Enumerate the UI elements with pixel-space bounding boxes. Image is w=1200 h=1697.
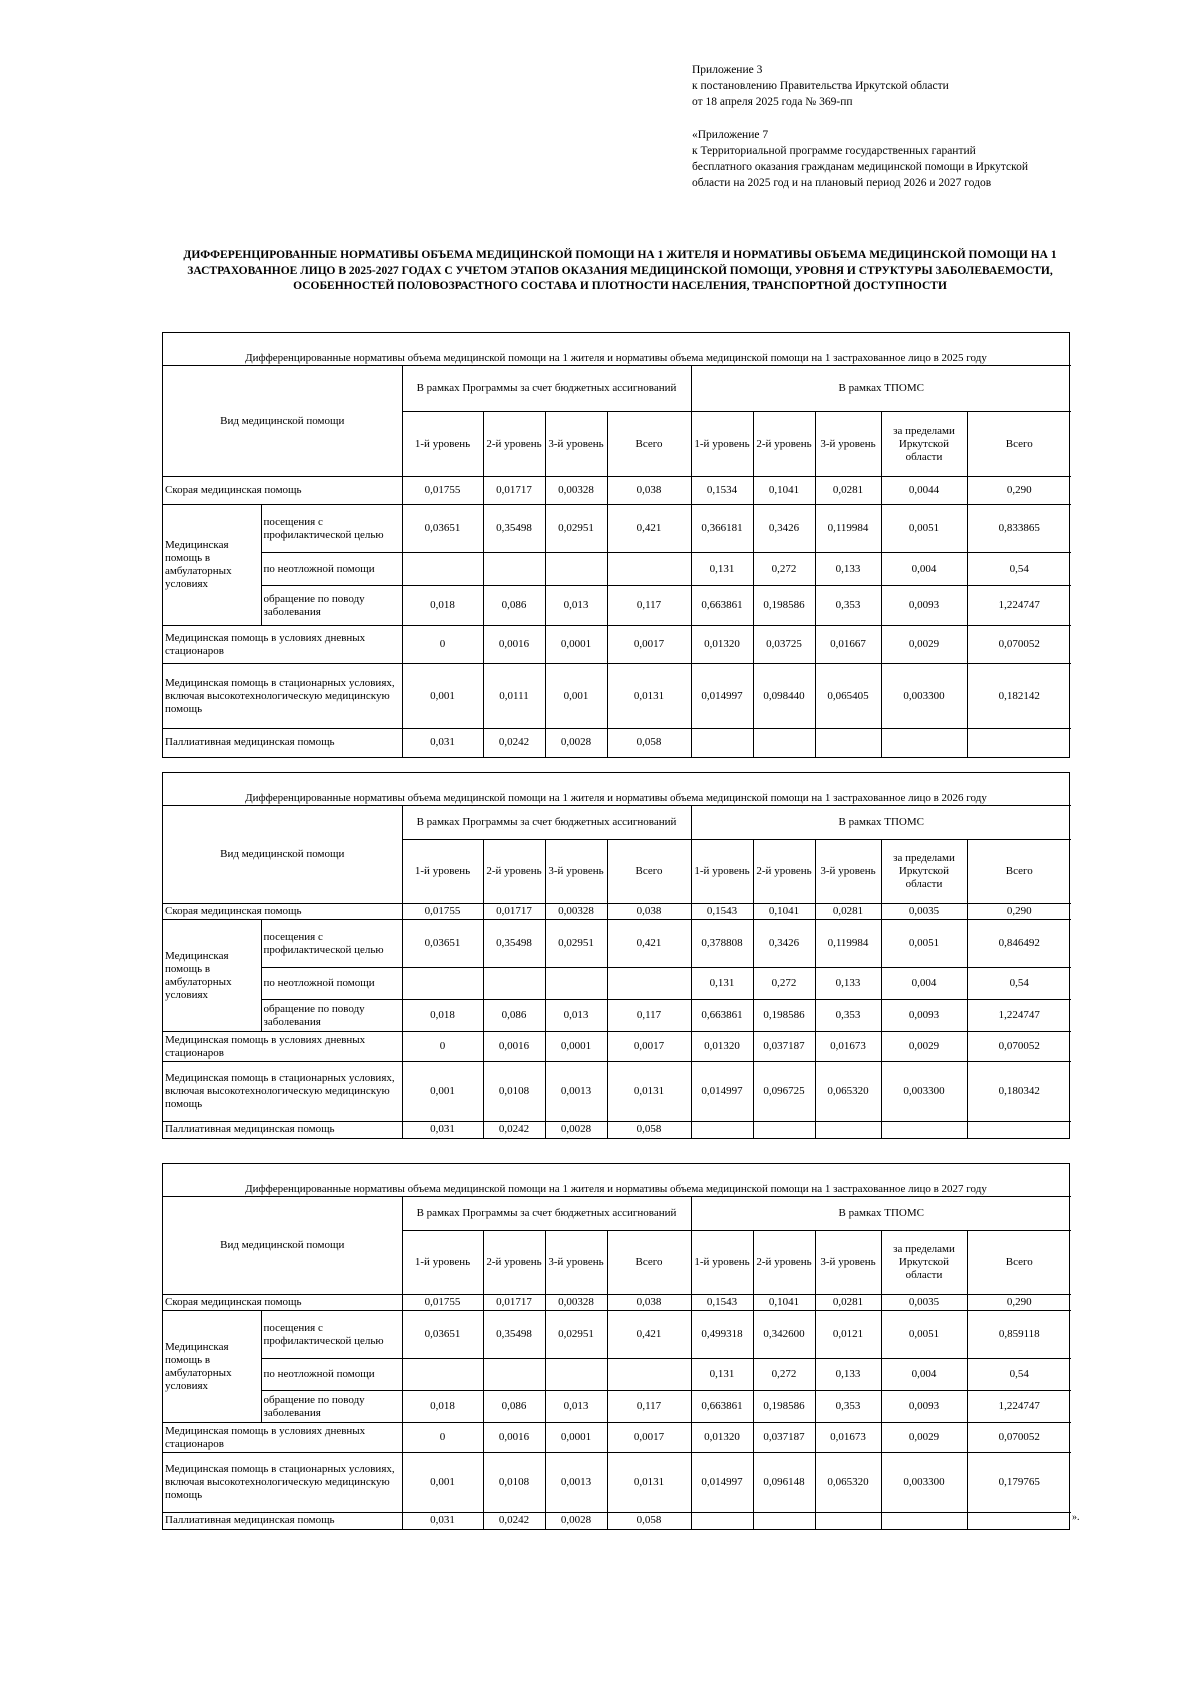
- norms-table: [163, 805, 1071, 1138]
- table-cell: [483, 553, 545, 586]
- table-cell: 0,058: [607, 729, 691, 757]
- table-cell: 0,01667: [815, 626, 881, 664]
- table-cell: 0,663861: [691, 586, 753, 626]
- table-cell: [881, 1513, 967, 1529]
- table-cell: 0,0028: [545, 1513, 607, 1529]
- norms-table: [163, 365, 1071, 757]
- table-cell: 0,01673: [815, 1032, 881, 1062]
- document-title: ДИФФЕРЕНЦИРОВАННЫЕ НОРМАТИВЫ ОБЪЕМА МЕДИЦИНСКОЙ ПОМОЩИ НА 1 ЖИТЕЛЯ И НОРМАТИВЫ ОБЪЕМА МЕДИЦИНСКОЙ ПОМОЩИ НА 1 ЗАСТРАХОВАННОЕ ЛИЦО В 2025-2027 ГОДАХ С УЧЕТОМ ЭТАПОВ ОКАЗАНИЯ МЕДИЦИНСКОЙ ПОМОЩИ, УРОВНЯ И СТРУКТУРЫ ЗАБОЛЕВАЕМОСТИ, ОСОБЕННОСТЕЙ ПОЛОВОЗРАСТНОГО СОСТАВА И ПЛОТНОСТИ НАСЕЛЕНИЯ, ТРАНСПОРТНОЙ ДОСТУПНОСТИ: [183, 249, 1057, 292]
- table-cell: 0,01755: [402, 904, 483, 920]
- table-cell: 0,003300: [881, 1062, 967, 1122]
- table-cell: 0,353: [815, 1000, 881, 1032]
- table-cell: 0,0051: [881, 920, 967, 968]
- appendix-line: «Приложение 7: [692, 129, 769, 141]
- header-total: Всего: [967, 840, 1071, 904]
- table-cell: 0,065320: [815, 1062, 881, 1122]
- table-cell: 0,01717: [483, 477, 545, 505]
- table-caption: Дифференцированные нормативы объема медицинской помощи на 1 жителя и нормативы объема медицинской помощи на 1 застрахованное лицо в 2027 году: [245, 1183, 987, 1195]
- table-cell: 0,0242: [483, 729, 545, 757]
- table-cell: 0,421: [607, 1311, 691, 1359]
- table-cell: 0,0281: [815, 904, 881, 920]
- header-level-1: 1-й уровень: [691, 840, 753, 904]
- header-level-3: 3-й уровень: [815, 840, 881, 904]
- row-label: посещения с профилактической целью: [261, 505, 402, 553]
- table-row: [163, 904, 1071, 920]
- table-cell: 0,1543: [691, 904, 753, 920]
- table-cell: [607, 968, 691, 1000]
- table-caption: Дифференцированные нормативы объема медицинской помощи на 1 жителя и нормативы объема медицинской помощи на 1 застрахованное лицо в 2025 году: [245, 352, 987, 364]
- table-cell: 0: [402, 1423, 483, 1453]
- header-level-2: 2-й уровень: [753, 1231, 815, 1295]
- table-cell: [815, 1122, 881, 1138]
- table-cell: 0,0242: [483, 1513, 545, 1529]
- table-cell: 0,070052: [967, 1423, 1071, 1453]
- table-cell: 0,018: [402, 1391, 483, 1423]
- row-label: Паллиативная медицинская помощь: [163, 729, 402, 757]
- row-group-label: Медицинская помощь в амбулаторных условиях: [163, 1311, 261, 1423]
- table-cell: 0,0035: [881, 1295, 967, 1311]
- table-cell: 0,086: [483, 1391, 545, 1423]
- table-cell: 0,0131: [607, 664, 691, 729]
- table-cell: 0,421: [607, 920, 691, 968]
- table-cell: [545, 553, 607, 586]
- table-cell: 0,0111: [483, 664, 545, 729]
- table-cell: 0,35498: [483, 1311, 545, 1359]
- row-label: Медицинская помощь в стационарных условиях, включая высокотехнологическую медицинскую помощь: [163, 1453, 402, 1513]
- table-cell: 0,0028: [545, 729, 607, 757]
- table-caption: Дифференцированные нормативы объема медицинской помощи на 1 жителя и нормативы объема медицинской помощи на 1 застрахованное лицо в 2026 году: [245, 792, 987, 804]
- table-row: [163, 505, 1071, 553]
- table-cell: 0,03651: [402, 1311, 483, 1359]
- table-cell: 0,499318: [691, 1311, 753, 1359]
- appendix-header: [692, 62, 1112, 191]
- table-cell: 0,133: [815, 968, 881, 1000]
- table-cell: 0,3426: [753, 505, 815, 553]
- table-cell: [691, 729, 753, 757]
- table-cell: 0,02951: [545, 920, 607, 968]
- table-cell: 0,663861: [691, 1391, 753, 1423]
- table-cell: 0,1041: [753, 1295, 815, 1311]
- table-cell: 0,031: [402, 729, 483, 757]
- header-level-3: 3-й уровень: [545, 1231, 607, 1295]
- table-cell: 0,00328: [545, 1295, 607, 1311]
- table-cell: [402, 968, 483, 1000]
- table-cell: 0,342600: [753, 1311, 815, 1359]
- row-label: Скорая медицинская помощь: [163, 904, 402, 920]
- header-vid: Вид медицинской помощи: [163, 806, 402, 904]
- table-cell: 0,013: [545, 1000, 607, 1032]
- table-row: [163, 1295, 1071, 1311]
- row-group-label: Медицинская помощь в амбулаторных условиях: [163, 505, 261, 626]
- closing-quote-mark: ».: [1072, 1512, 1080, 1523]
- table-cell: 0,014997: [691, 664, 753, 729]
- row-group-label: Медицинская помощь в амбулаторных условиях: [163, 920, 261, 1032]
- table-cell: 0,070052: [967, 626, 1071, 664]
- header-budget: В рамках Программы за счет бюджетных ассигнований: [402, 366, 691, 412]
- table-cell: 0,018: [402, 1000, 483, 1032]
- table-row: [163, 664, 1071, 729]
- table-cell: 0,018: [402, 586, 483, 626]
- row-label: обращение по поводу заболевания: [261, 1391, 402, 1423]
- table-cell: 0,065405: [815, 664, 881, 729]
- table-cell: 0,031: [402, 1513, 483, 1529]
- table-row: [163, 1000, 1071, 1032]
- table-cell: 0,133: [815, 1359, 881, 1391]
- header-level-2: 2-й уровень: [483, 412, 545, 477]
- table-cell: 0,02951: [545, 505, 607, 553]
- row-label: по неотложной помощи: [261, 1359, 402, 1391]
- table-cell: 0,01717: [483, 1295, 545, 1311]
- table-cell: 0,0016: [483, 1423, 545, 1453]
- row-label: обращение по поводу заболевания: [261, 586, 402, 626]
- header-total: Всего: [967, 1231, 1071, 1295]
- row-label: Скорая медицинская помощь: [163, 1295, 402, 1311]
- table-cell: 0,0093: [881, 1000, 967, 1032]
- table-cell: 0,0108: [483, 1453, 545, 1513]
- table-cell: 0,378808: [691, 920, 753, 968]
- table-cell: [815, 729, 881, 757]
- table-row: [163, 626, 1071, 664]
- table-cell: 0,35498: [483, 505, 545, 553]
- table-cell: 0,272: [753, 553, 815, 586]
- row-label: обращение по поводу заболевания: [261, 1000, 402, 1032]
- norms-table-2025: [162, 332, 1070, 758]
- table-cell: 0,01320: [691, 626, 753, 664]
- header-budget: В рамках Программы за счет бюджетных ассигнований: [402, 1197, 691, 1231]
- table-cell: 0,131: [691, 1359, 753, 1391]
- table-cell: [402, 1359, 483, 1391]
- table-cell: 0,0001: [545, 1423, 607, 1453]
- table-cell: 0,01320: [691, 1423, 753, 1453]
- table-cell: 0,35498: [483, 920, 545, 968]
- appendix-line: к постановлению Правительства Иркутской области: [692, 80, 949, 92]
- header-total: Всего: [607, 840, 691, 904]
- table-cell: 0,117: [607, 586, 691, 626]
- table-cell: 0,014997: [691, 1453, 753, 1513]
- appendix-line: от 18 апреля 2025 года № 369-пп: [692, 96, 853, 108]
- header-tfoms: В рамках ТПОМС: [691, 1197, 1071, 1231]
- table-cell: 1,224747: [967, 586, 1071, 626]
- table-cell: 0,290: [967, 904, 1071, 920]
- table-cell: 0,0051: [881, 505, 967, 553]
- table-cell: 0,0281: [815, 1295, 881, 1311]
- table-cell: 0,0017: [607, 1423, 691, 1453]
- header-total: Всего: [967, 412, 1071, 477]
- appendix-line: Приложение 3: [692, 64, 763, 76]
- table-cell: 0,119984: [815, 920, 881, 968]
- header-level-2: 2-й уровень: [753, 840, 815, 904]
- table-cell: 0,00328: [545, 904, 607, 920]
- table-cell: 0,859118: [967, 1311, 1071, 1359]
- table-row: [163, 1359, 1071, 1391]
- table-cell: 0,833865: [967, 505, 1071, 553]
- norms-table: [163, 1196, 1071, 1529]
- header-outside-region: за пределами Иркутской области: [881, 412, 967, 477]
- table-cell: 0,0281: [815, 477, 881, 505]
- table-cell: 0,117: [607, 1391, 691, 1423]
- table-cell: 0,0016: [483, 1032, 545, 1062]
- table-cell: 0,182142: [967, 664, 1071, 729]
- table-cell: 0,846492: [967, 920, 1071, 968]
- table-cell: 0,353: [815, 586, 881, 626]
- row-label: Медицинская помощь в стационарных условиях, включая высокотехнологическую медицинскую помощь: [163, 664, 402, 729]
- appendix-line: к Территориальной программе государственных гарантий: [692, 145, 976, 157]
- header-outside-region: за пределами Иркутской области: [881, 1231, 967, 1295]
- table-cell: 0,54: [967, 968, 1071, 1000]
- table-cell: 0,01755: [402, 477, 483, 505]
- table-cell: 0,0121: [815, 1311, 881, 1359]
- norms-table-2026: [162, 772, 1070, 1139]
- table-cell: 0,0051: [881, 1311, 967, 1359]
- table-row: [163, 1062, 1071, 1122]
- header-level-1: 1-й уровень: [402, 840, 483, 904]
- table-cell: [545, 1359, 607, 1391]
- row-label: Паллиативная медицинская помощь: [163, 1513, 402, 1529]
- table-cell: 0,00328: [545, 477, 607, 505]
- table-cell: 0,198586: [753, 586, 815, 626]
- row-label: Медицинская помощь в условиях дневных стационаров: [163, 626, 402, 664]
- table-cell: 0,098440: [753, 664, 815, 729]
- row-label: посещения с профилактической целью: [261, 1311, 402, 1359]
- header-level-2: 2-й уровень: [483, 1231, 545, 1295]
- table-cell: 0,03651: [402, 505, 483, 553]
- header-level-1: 1-й уровень: [402, 1231, 483, 1295]
- table-cell: [402, 553, 483, 586]
- table-cell: 0,003300: [881, 664, 967, 729]
- table-cell: 0,133: [815, 553, 881, 586]
- row-label: Медицинская помощь в условиях дневных стационаров: [163, 1423, 402, 1453]
- header-level-1: 1-й уровень: [691, 1231, 753, 1295]
- header-vid: Вид медицинской помощи: [163, 366, 402, 477]
- table-cell: 0,0242: [483, 1122, 545, 1138]
- table-cell: 0,0029: [881, 1032, 967, 1062]
- row-label: Скорая медицинская помощь: [163, 477, 402, 505]
- header-level-3: 3-й уровень: [815, 412, 881, 477]
- table-cell: 0,086: [483, 1000, 545, 1032]
- table-cell: 0,031: [402, 1122, 483, 1138]
- table-cell: 0,013: [545, 586, 607, 626]
- table-cell: 0,038: [607, 904, 691, 920]
- header-level-1: 1-й уровень: [691, 412, 753, 477]
- table-cell: 0,0013: [545, 1453, 607, 1513]
- table-cell: 1,224747: [967, 1391, 1071, 1423]
- table-cell: 0,0016: [483, 626, 545, 664]
- table-cell: 0,058: [607, 1122, 691, 1138]
- table-cell: 0,1041: [753, 477, 815, 505]
- header-tfoms: В рамках ТПОМС: [691, 366, 1071, 412]
- table-cell: 0: [402, 1032, 483, 1062]
- table-cell: 0,198586: [753, 1391, 815, 1423]
- table-cell: 0,0001: [545, 626, 607, 664]
- table-cell: 0,54: [967, 553, 1071, 586]
- table-cell: 0,03725: [753, 626, 815, 664]
- table-cell: 0,037187: [753, 1032, 815, 1062]
- table-cell: 0,119984: [815, 505, 881, 553]
- table-cell: 0,001: [402, 1062, 483, 1122]
- table-cell: [753, 729, 815, 757]
- table-cell: 0,290: [967, 477, 1071, 505]
- table-cell: 0,037187: [753, 1423, 815, 1453]
- table-cell: 0,096725: [753, 1062, 815, 1122]
- table-cell: 0,366181: [691, 505, 753, 553]
- header-total: Всего: [607, 1231, 691, 1295]
- table-cell: [691, 1513, 753, 1529]
- header-tfoms: В рамках ТПОМС: [691, 806, 1071, 840]
- table-cell: 0,0131: [607, 1062, 691, 1122]
- table-cell: 0,0001: [545, 1032, 607, 1062]
- table-cell: 0,421: [607, 505, 691, 553]
- table-cell: [753, 1122, 815, 1138]
- table-cell: 0,0093: [881, 586, 967, 626]
- table-cell: 0,272: [753, 1359, 815, 1391]
- table-row: [163, 1032, 1071, 1062]
- table-cell: 0,003300: [881, 1453, 967, 1513]
- table-cell: 0,131: [691, 968, 753, 1000]
- table-cell: 0,0028: [545, 1122, 607, 1138]
- header-vid: Вид медицинской помощи: [163, 1197, 402, 1295]
- table-cell: 0,013: [545, 1391, 607, 1423]
- table-row: [163, 968, 1071, 1000]
- table-cell: 0,096148: [753, 1453, 815, 1513]
- row-label: Паллиативная медицинская помощь: [163, 1122, 402, 1138]
- table-row: [163, 477, 1071, 505]
- norms-table-2027: [162, 1163, 1070, 1530]
- table-cell: 0,001: [402, 664, 483, 729]
- table-cell: 0: [402, 626, 483, 664]
- table-cell: 0,01755: [402, 1295, 483, 1311]
- table-cell: [881, 729, 967, 757]
- table-cell: 0,1534: [691, 477, 753, 505]
- table-cell: 0,0131: [607, 1453, 691, 1513]
- table-cell: 0,0029: [881, 626, 967, 664]
- table-row: [163, 1391, 1071, 1423]
- table-cell: 0,038: [607, 477, 691, 505]
- table-cell: 0,198586: [753, 1000, 815, 1032]
- table-row: [163, 1453, 1071, 1513]
- table-row: [163, 586, 1071, 626]
- header-level-1: 1-й уровень: [402, 412, 483, 477]
- header-level-2: 2-й уровень: [753, 412, 815, 477]
- table-cell: 0,0013: [545, 1062, 607, 1122]
- table-cell: 1,224747: [967, 1000, 1071, 1032]
- table-row: [163, 1513, 1071, 1529]
- appendix-line: бесплатного оказания гражданам медицинской помощи в Иркутской: [692, 161, 1029, 173]
- table-cell: 0,001: [545, 664, 607, 729]
- row-label: Медицинская помощь в стационарных условиях, включая высокотехнологическую медицинскую помощь: [163, 1062, 402, 1122]
- table-cell: [967, 1513, 1071, 1529]
- table-cell: 0,0044: [881, 477, 967, 505]
- table-cell: 0,3426: [753, 920, 815, 968]
- table-cell: 0,070052: [967, 1032, 1071, 1062]
- table-cell: [967, 1122, 1071, 1138]
- header-total: Всего: [607, 412, 691, 477]
- table-cell: 0,0093: [881, 1391, 967, 1423]
- table-cell: 0,0017: [607, 626, 691, 664]
- table-cell: 0,272: [753, 968, 815, 1000]
- table-cell: 0,086: [483, 586, 545, 626]
- table-cell: 0,02951: [545, 1311, 607, 1359]
- table-cell: 0,179765: [967, 1453, 1071, 1513]
- table-cell: [607, 1359, 691, 1391]
- row-label: Медицинская помощь в условиях дневных стационаров: [163, 1032, 402, 1062]
- table-row: [163, 1423, 1071, 1453]
- table-cell: 0,014997: [691, 1062, 753, 1122]
- header-budget: В рамках Программы за счет бюджетных ассигнований: [402, 806, 691, 840]
- table-cell: 0,038: [607, 1295, 691, 1311]
- table-row: [163, 920, 1071, 968]
- table-cell: 0,1543: [691, 1295, 753, 1311]
- table-cell: [967, 729, 1071, 757]
- table-cell: 0,0017: [607, 1032, 691, 1062]
- table-row: [163, 553, 1071, 586]
- table-cell: [881, 1122, 967, 1138]
- appendix-line: области на 2025 год и на плановый период 2026 и 2027 годов: [692, 177, 992, 189]
- table-cell: [815, 1513, 881, 1529]
- table-cell: [753, 1513, 815, 1529]
- table-cell: 0,03651: [402, 920, 483, 968]
- table-row: [163, 729, 1071, 757]
- table-cell: 0,01320: [691, 1032, 753, 1062]
- table-cell: 0,117: [607, 1000, 691, 1032]
- table-cell: 0,065320: [815, 1453, 881, 1513]
- row-label: по неотложной помощи: [261, 553, 402, 586]
- table-cell: [483, 968, 545, 1000]
- table-row: [163, 1122, 1071, 1138]
- header-level-3: 3-й уровень: [545, 412, 607, 477]
- table-cell: 0,0035: [881, 904, 967, 920]
- header-outside-region: за пределами Иркутской области: [881, 840, 967, 904]
- row-label: по неотложной помощи: [261, 968, 402, 1000]
- table-cell: 0,180342: [967, 1062, 1071, 1122]
- header-level-3: 3-й уровень: [815, 1231, 881, 1295]
- table-cell: [607, 553, 691, 586]
- table-cell: 0,0029: [881, 1423, 967, 1453]
- table-cell: 0,663861: [691, 1000, 753, 1032]
- table-cell: [545, 968, 607, 1000]
- table-cell: 0,058: [607, 1513, 691, 1529]
- table-cell: [691, 1122, 753, 1138]
- table-cell: 0,353: [815, 1391, 881, 1423]
- table-cell: 0,54: [967, 1359, 1071, 1391]
- table-cell: 0,01717: [483, 904, 545, 920]
- table-cell: 0,131: [691, 553, 753, 586]
- table-cell: 0,1041: [753, 904, 815, 920]
- row-label: посещения с профилактической целью: [261, 920, 402, 968]
- table-cell: [483, 1359, 545, 1391]
- table-cell: 0,290: [967, 1295, 1071, 1311]
- table-cell: 0,004: [881, 553, 967, 586]
- table-cell: 0,01673: [815, 1423, 881, 1453]
- table-row: [163, 1311, 1071, 1359]
- table-cell: 0,004: [881, 968, 967, 1000]
- table-cell: 0,004: [881, 1359, 967, 1391]
- header-level-2: 2-й уровень: [483, 840, 545, 904]
- table-cell: 0,001: [402, 1453, 483, 1513]
- table-cell: 0,0108: [483, 1062, 545, 1122]
- header-level-3: 3-й уровень: [545, 840, 607, 904]
